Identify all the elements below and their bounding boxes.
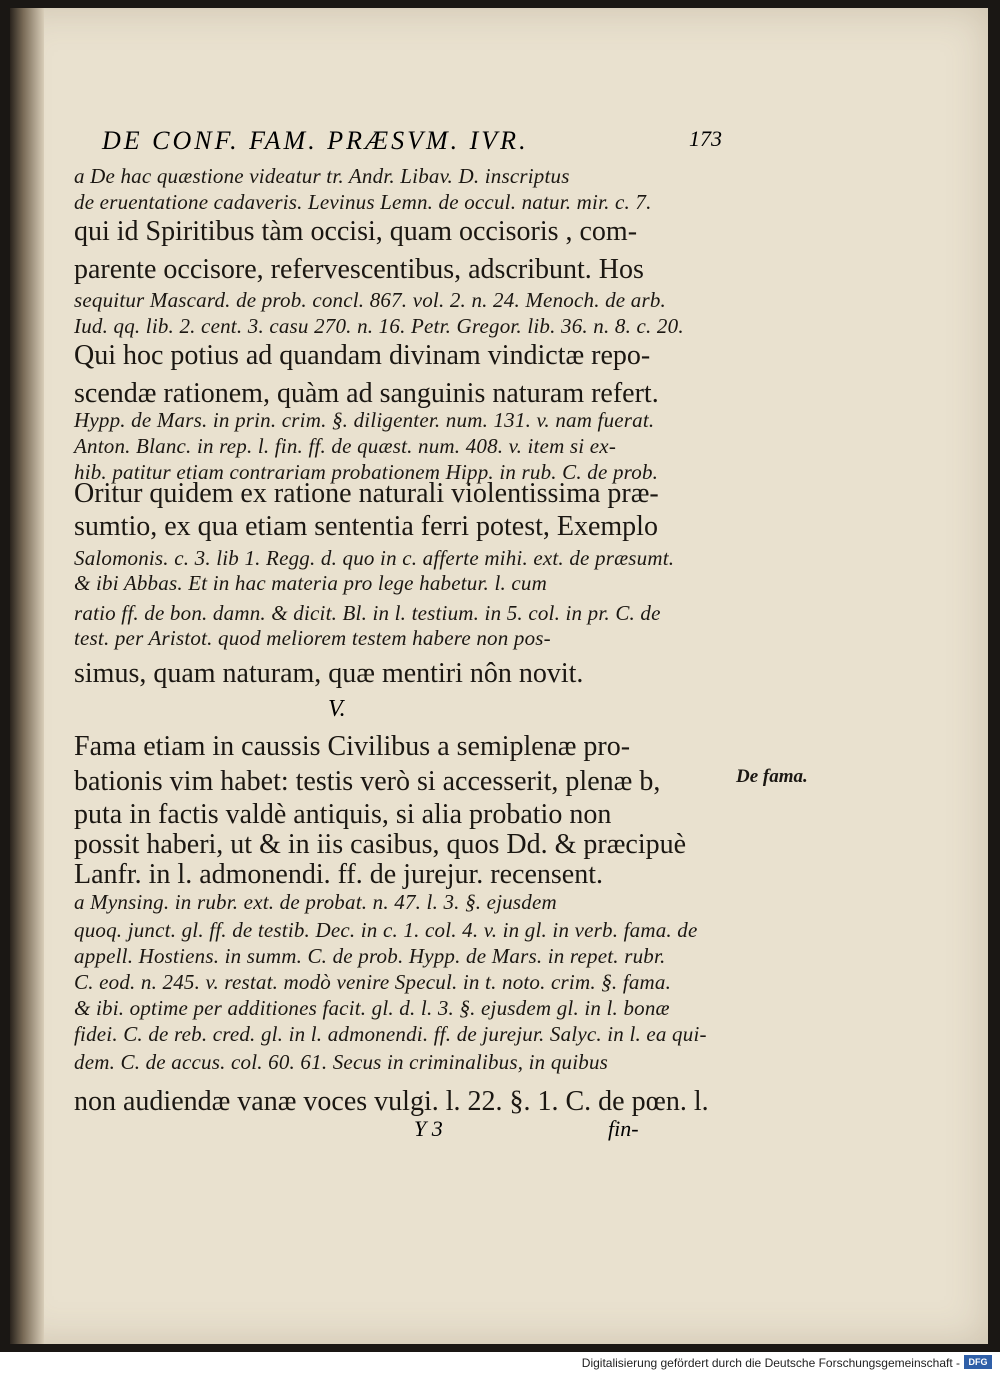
running-head-title: DE CONF. FAM. PRÆSVM. IVR. [102,126,529,155]
footnote-line: Salomonis. c. 3. lib 1. Regg. d. quo in c. afferte mihi. ext. de præsumt. [74,546,675,570]
footnote-line: sequitur Mascard. de prob. concl. 867. vol. 2. n. 24. Menoch. de arb. [74,288,666,312]
footnote-line: & ibi. optime per additiones facit. gl. d. l. 3. §. ejusdem gl. in l. bonæ [74,996,670,1020]
body-text-line: puta in factis valdè antiquis, si alia probatio non [74,799,612,830]
footnote-line: Iud. qq. lib. 2. cent. 3. casu 270. n. 16. Petr. Gregor. lib. 36. n. 8. c. 20. [74,314,684,338]
footnote-line: & ibi Abbas. Et in hac materia pro lege habetur. l. cum [74,571,547,595]
footnote-line: a Mynsing. in rubr. ext. de probat. n. 47. l. 3. §. ejusdem [74,890,557,914]
body-text-line: Qui hoc potius ad quandam divinam vindictæ repo- [74,340,651,371]
body-text-line: qui id Spiritibus tàm occisi, quam occisoris , com- [74,216,638,247]
footer-bar [0,1352,1000,1374]
footnote-line: quoq. junct. gl. ff. de testib. Dec. in c. 1. col. 4. v. in gl. in verb. fama. de [74,918,698,942]
body-text-line: simus, quam naturam, quæ mentiri nôn novit. [74,658,584,689]
page-number: 173 [689,126,722,151]
dfg-logo: DFG [964,1355,992,1369]
body-text-line: Lanfr. in l. admonendi. ff. de jurejur. recensent. [74,859,603,890]
marginal-note: De fama. [736,766,808,787]
footnote-line: a De hac quæstione videatur tr. Andr. Libav. D. inscriptus [74,164,570,188]
body-text-line: scendæ rationem, quàm ad sanguinis naturam refert. [74,378,659,409]
footnote-line: appell. Hostiens. in summ. C. de prob. Hypp. de Mars. in repet. rubr. [74,944,666,968]
footnote-line: hib. patitur etiam contrariam probationem Hipp. in rub. C. de prob. [74,460,659,484]
catchword: fin- [608,1116,639,1141]
footnote-line: dem. C. de accus. col. 60. 61. Secus in criminalibus, in quibus [74,1050,609,1074]
text-column [68,8,788,1344]
footnote-line: C. eod. n. 245. v. restat. modò venire Specul. in t. noto. crim. §. fama. [74,970,672,994]
footnote-line: Anton. Blanc. in rep. l. fin. ff. de quæst. num. 408. v. item si ex- [74,434,617,458]
body-text-line: parente occisore, refervescentibus, adscribunt. Hos [74,254,644,285]
section-number: V. [328,696,346,722]
body-text-line: non audiendæ vanæ voces vulgi. l. 22. §. 1. C. de pœn. l. [74,1086,709,1117]
body-text-line: sumtio, ex qua etiam sententia ferri potest, Exemplo [74,511,658,542]
footnote-line: test. per Aristot. quod meliorem testem habere non pos- [74,626,551,650]
footnote-line: ratio ff. de bon. damn. & dicit. Bl. in l. testium. in 5. col. in pr. C. de [74,601,661,625]
body-text-line: Oritur quidem ex ratione naturali violentissima præ- [74,478,659,509]
digitization-credit: Digitalisierung gefördert durch die Deutsche Forschungsgemeinschaft - [581,1356,960,1370]
footnote-line: Hypp. de Mars. in prin. crim. §. diligenter. num. 131. v. nam fuerat. [74,408,655,432]
page-gutter [10,8,44,1344]
body-text-line: bationis vim habet: testis verò si accesserit, plenæ b, [74,766,661,797]
footnote-line: de eruentatione cadaveris. Levinus Lemn. de occul. natur. mir. c. 7. [74,190,652,214]
body-text-line: possit haberi, ut & in iis casibus, quos Dd. & præcipuè [74,829,687,860]
book-page [10,8,988,1344]
signature-mark: Y 3 [414,1116,443,1141]
body-text-line: Fama etiam in caussis Civilibus a semiplenæ pro- [74,731,631,762]
footnote-line: fidei. C. de reb. cred. gl. in l. admonendi. ff. de jurejur. Salyc. in l. ea qui- [74,1022,707,1046]
